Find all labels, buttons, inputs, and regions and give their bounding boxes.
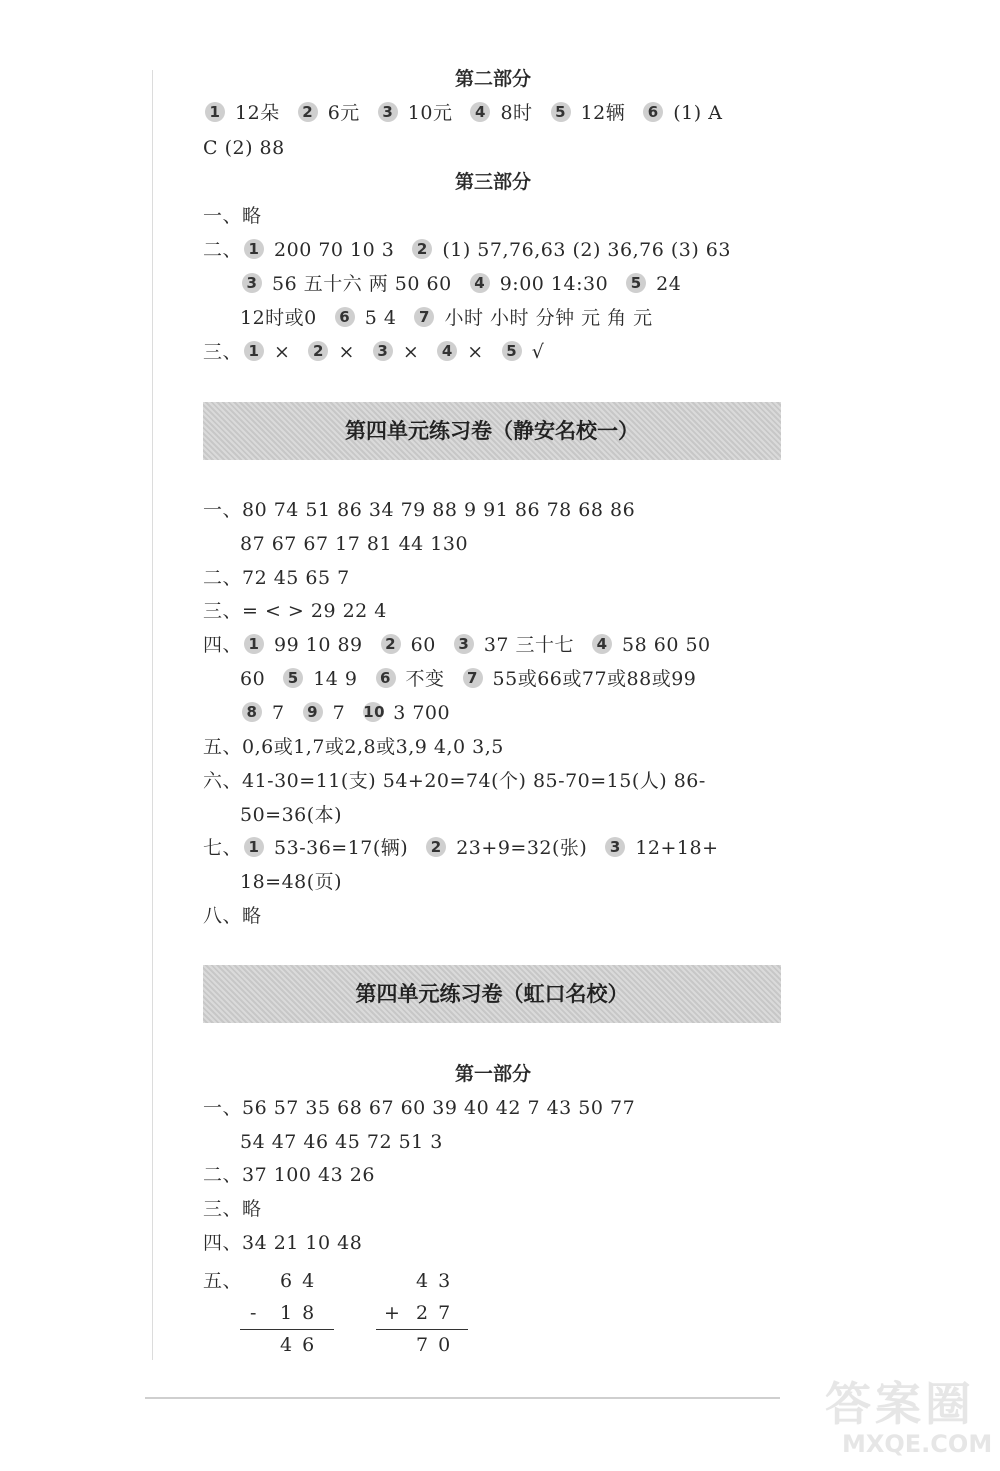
item-number-badge: 5 <box>502 341 522 361</box>
answer-line: 一、80 74 51 86 34 79 88 9 91 86 78 68 86 <box>203 499 636 521</box>
answer-text: × <box>467 341 484 363</box>
answer-text: 7 <box>272 702 285 724</box>
calc-operator: + <box>384 1302 410 1324</box>
column-subtraction <box>240 1266 340 1366</box>
answer-line <box>240 696 450 730</box>
item-number-badge: 6 <box>335 307 355 327</box>
section-heading-part2: 第二部分 <box>454 68 531 90</box>
item-number-badge: 4 <box>592 634 612 654</box>
answer-line <box>203 233 731 267</box>
answer-text: 56 五十六 两 50 60 <box>272 273 452 295</box>
calc-top-operand: 43 <box>416 1270 461 1292</box>
answer-line <box>240 301 653 335</box>
answer-line: C (2) 88 <box>203 137 285 159</box>
column-addition <box>376 1266 476 1366</box>
item-number-badge: 2 <box>308 341 328 361</box>
watermark-logo: 答案圈 <box>825 1377 975 1431</box>
unit-banner-jingan: 第四单元练习卷（静安名校一） <box>203 402 781 460</box>
item-number-badge: 4 <box>470 102 490 122</box>
answer-line: 五、0,6或1,7或2,8或3,9 4,0 3,5 <box>203 736 504 758</box>
question-prefix: 七、 <box>203 837 243 859</box>
answer-line: 50=36(本) <box>240 804 343 826</box>
item-number-badge: 3 <box>454 634 474 654</box>
answer-line: 四、34 21 10 48 <box>203 1232 363 1254</box>
item-number-badge: 3 <box>373 341 393 361</box>
question-prefix: 三、 <box>203 341 243 363</box>
answer-line <box>240 662 696 696</box>
answer-text: 23+9=32(张) <box>456 837 588 859</box>
calc-result: 70 <box>416 1334 461 1356</box>
item-number-badge: 2 <box>426 837 446 857</box>
answer-line-prefix: 五、 <box>203 1270 243 1292</box>
watermark-url: MXQE.COM <box>842 1430 993 1458</box>
answer-text: × <box>274 341 291 363</box>
item-number-badge: 3 <box>242 273 262 293</box>
calc-top-operand: 64 <box>280 1270 325 1292</box>
calc-second-operand: 18 <box>280 1302 325 1324</box>
item-number-badge: 1 <box>205 102 225 122</box>
answer-text: 60 <box>410 634 436 656</box>
answer-text: 12+18+ <box>635 837 719 859</box>
item-number-badge: 1 <box>244 634 264 654</box>
answer-text: √ <box>531 341 545 363</box>
item-number-badge: 5 <box>283 668 303 688</box>
item-number-badge: 4 <box>437 341 457 361</box>
answer-text: 55或66或77或88或99 <box>492 668 697 690</box>
page-margin-rule <box>152 70 153 1360</box>
answer-line: 54 47 46 45 72 51 3 <box>240 1131 443 1153</box>
item-number-badge: 6 <box>376 668 396 688</box>
answer-line <box>240 267 681 301</box>
question-prefix: 二、 <box>203 239 243 261</box>
answer-line <box>203 628 711 662</box>
answer-text: 53-36=17(辆) <box>274 837 409 859</box>
answer-text: 5 4 <box>364 307 397 329</box>
item-number-badge: 5 <box>551 102 571 122</box>
item-number-badge: 2 <box>298 102 318 122</box>
answer-text: 12时或0 <box>240 307 317 329</box>
answer-line <box>203 831 719 865</box>
section-heading-part1: 第一部分 <box>454 1063 531 1085</box>
item-number-badge: 5 <box>626 273 646 293</box>
answer-text: 不变 <box>405 668 445 690</box>
answer-line: 三、= < > 29 22 4 <box>203 600 387 622</box>
item-number-badge: 4 <box>470 273 490 293</box>
answer-text: × <box>402 341 420 363</box>
answer-text: 3 700 <box>393 702 451 724</box>
section-heading-part3: 第三部分 <box>454 171 531 193</box>
item-number-badge: 1 <box>244 837 264 857</box>
answer-line: 一、56 57 35 68 67 60 39 40 42 7 43 50 77 <box>203 1097 636 1119</box>
answer-line: 八、略 <box>203 905 262 927</box>
answer-text: 7 <box>332 702 346 724</box>
item-number-badge: 3 <box>605 837 625 857</box>
answer-text: 8时 <box>500 102 533 124</box>
item-number-badge: 8 <box>242 702 262 722</box>
answer-text: 12辆 <box>580 102 626 124</box>
answer-text: 10元 <box>407 102 453 124</box>
answer-text: 6元 <box>327 102 360 124</box>
item-number-badge: 2 <box>381 634 401 654</box>
answer-text: 24 <box>656 273 682 295</box>
answer-line: 六、41-30=11(支) 54+20=74(个) 85-70=15(人) 86- <box>203 770 706 792</box>
calc-result: 46 <box>280 1334 325 1356</box>
item-number-badge: 6 <box>643 102 663 122</box>
item-number-badge: 3 <box>378 102 398 122</box>
answer-line: 二、72 45 65 7 <box>203 567 350 589</box>
item-number-badge: 7 <box>463 668 483 688</box>
item-number-badge: 9 <box>303 702 323 722</box>
answer-line: 三、略 <box>203 1198 262 1220</box>
item-number-badge: 7 <box>414 307 434 327</box>
answer-line: 87 67 67 17 81 44 130 <box>240 533 469 555</box>
item-number-badge: 10 <box>363 703 386 721</box>
answer-text: 60 <box>240 668 266 690</box>
answer-text: 200 70 10 3 <box>274 239 395 261</box>
question-prefix: 四、 <box>203 634 243 656</box>
answer-line: 18=48(页) <box>240 871 343 893</box>
answer-text: 37 三十七 <box>483 634 575 656</box>
item-number-badge: 1 <box>244 341 264 361</box>
answer-text: 99 10 89 <box>274 634 363 656</box>
answer-text: × <box>338 341 355 363</box>
answer-text: (1) 57,76,63 (2) 36,76 (3) 63 <box>442 239 731 261</box>
answer-text: 12朵 <box>235 102 280 124</box>
answer-line <box>203 96 722 130</box>
answer-text: 58 60 50 <box>622 634 711 656</box>
answer-line: 一、略 <box>203 205 262 227</box>
calc-operator: - <box>250 1302 267 1324</box>
footer-rule <box>145 1397 780 1399</box>
calc-second-operand: 27 <box>416 1302 461 1324</box>
item-number-badge: 1 <box>244 239 264 259</box>
answer-text: 14 9 <box>313 668 358 690</box>
answer-text: 9:00 14:30 <box>499 273 609 295</box>
item-number-badge: 2 <box>412 239 432 259</box>
answer-text: (1) A <box>673 102 723 124</box>
answer-line <box>203 335 544 369</box>
answer-text: 小时 小时 分钟 元 角 元 <box>444 307 653 329</box>
unit-banner-hongkou: 第四单元练习卷（虹口名校） <box>203 965 781 1023</box>
answer-line: 二、37 100 43 26 <box>203 1164 375 1186</box>
